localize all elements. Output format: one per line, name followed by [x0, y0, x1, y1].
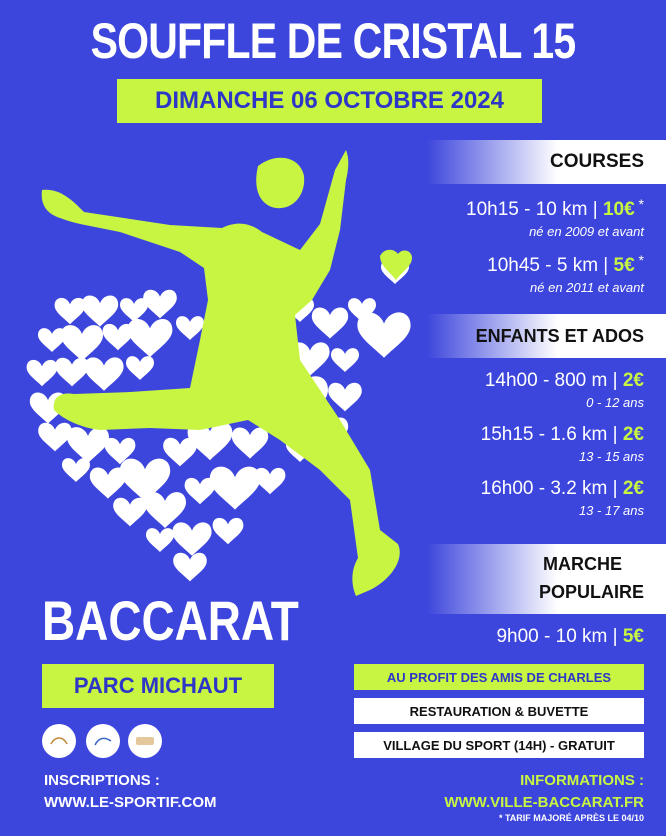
course-time-distance: 10h45 - 5 km |: [487, 255, 614, 276]
partner-logo-mark: [134, 734, 156, 748]
food-band: RESTAURATION & BUVETTE: [354, 698, 644, 724]
walk-heading: [426, 544, 666, 614]
charity-band: AU PROFIT DES AMIS DE CHARLES: [354, 664, 644, 690]
village-band: VILLAGE DU SPORT (14H) - GRATUIT: [354, 732, 644, 758]
course-item-10km: [466, 196, 644, 239]
kids-age-note: 13 - 15 ans: [578, 449, 644, 464]
informations-link[interactable]: WWW.VILLE-BACCARAT.FR: [444, 794, 644, 811]
course-price: 5€: [613, 255, 635, 276]
walk-price: 5€: [622, 626, 644, 647]
price-star: *: [634, 196, 644, 212]
venue-name: PARC MICHAUT: [42, 664, 274, 708]
courses-heading: [426, 140, 666, 184]
surcharge-note: * TARIF MAJORÉ APRÈS LE 04/10: [498, 813, 644, 823]
kids-item-1-6km: [481, 424, 644, 464]
partner-logo-2: [86, 724, 120, 758]
inscriptions-label: INSCRIPTIONS :: [44, 772, 160, 789]
walk-item-10km: [496, 626, 644, 648]
partner-logo-mark: [49, 734, 69, 748]
kids-price: 2€: [622, 478, 644, 499]
kids-heading: [426, 314, 666, 358]
walk-heading-line2: POPULAIRE: [538, 582, 644, 602]
event-title: SOUFFLE DE CRISTAL 15: [90, 13, 576, 69]
walk-time-distance: 9h00 - 10 km |: [496, 626, 623, 647]
course-price: 10€: [602, 199, 635, 220]
partner-logo-3: [128, 724, 162, 758]
partner-logo-1: [42, 724, 76, 758]
kids-item-3-2km: [481, 478, 644, 518]
informations-label: INFORMATIONS :: [520, 772, 644, 789]
walk-heading-line1: MARCHE: [543, 554, 622, 574]
kids-price: 2€: [622, 370, 644, 391]
courses-heading-label: COURSES: [550, 151, 644, 172]
course-item-5km: [487, 252, 644, 295]
inscriptions-link[interactable]: WWW.LE-SPORTIF.COM: [44, 794, 217, 811]
kids-time-distance: 16h00 - 3.2 km |: [480, 478, 623, 499]
course-age-note: né en 2011 et avant: [530, 280, 644, 295]
kids-time-distance: 14h00 - 800 m |: [484, 370, 623, 391]
kids-item-800m: [485, 370, 644, 410]
city-name: BACCARAT: [42, 589, 299, 652]
kids-age-note: 13 - 17 ans: [578, 503, 644, 518]
kids-age-note: 0 - 12 ans: [586, 395, 644, 410]
kids-price: 2€: [622, 424, 644, 445]
partner-logo-mark: [93, 734, 113, 748]
event-date: DIMANCHE 06 OCTOBRE 2024: [117, 79, 542, 123]
kids-heading-label: ENFANTS ET ADOS: [475, 326, 644, 346]
course-age-note: né en 2009 et avant: [529, 224, 644, 239]
price-star: *: [634, 252, 644, 268]
course-time-distance: 10h15 - 10 km |: [466, 199, 603, 220]
kids-time-distance: 15h15 - 1.6 km |: [480, 424, 623, 445]
